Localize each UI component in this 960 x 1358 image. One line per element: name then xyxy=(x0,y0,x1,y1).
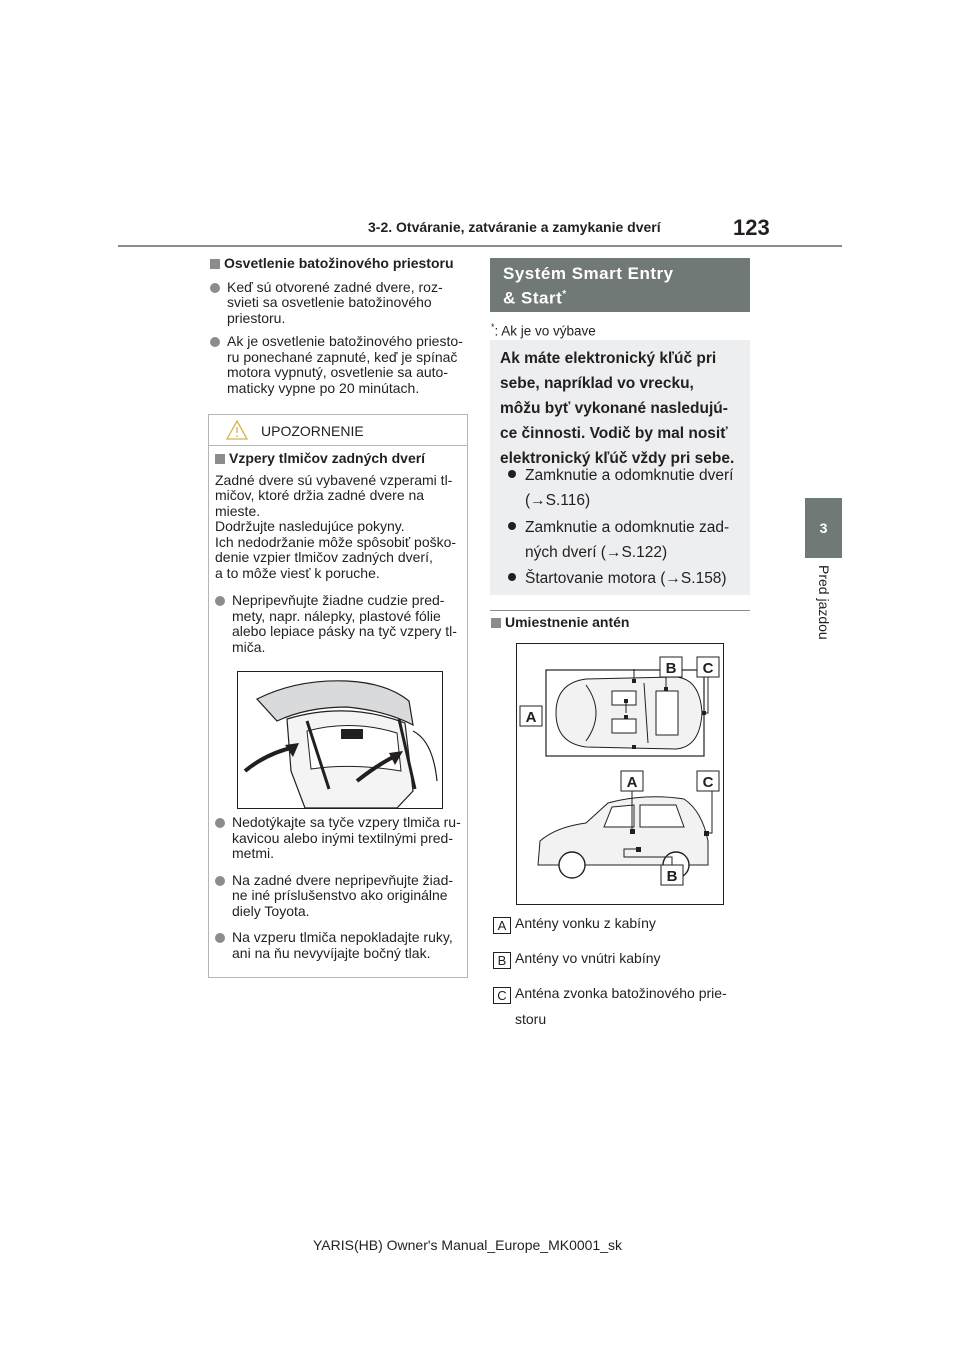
chapter-label-text: Pred jazdou xyxy=(816,565,832,640)
legend-item-c: C Anténa zvonka batožinového prie- xyxy=(493,985,727,1004)
legend-item-b: B Antény vo vnútri kabíny xyxy=(493,950,661,969)
warning-box xyxy=(208,414,468,978)
warning-body-2 xyxy=(215,815,467,961)
warning-body xyxy=(215,451,465,655)
footnote: *: Ak je vo výbave xyxy=(491,322,596,339)
svg-text:B: B xyxy=(665,660,677,677)
svg-text:C: C xyxy=(702,660,714,677)
square-icon xyxy=(215,454,225,464)
svg-text:A: A xyxy=(525,709,537,726)
warning-subheading: Vzpery tlmičov zadných dverí xyxy=(215,451,465,467)
svg-text:A: A xyxy=(626,774,638,791)
square-icon xyxy=(491,618,501,628)
bullet-icon xyxy=(215,596,225,606)
left-column xyxy=(210,256,472,396)
list-item: Ak je osvetlenie batožinového priesto- ru ponechané zapnuté, keď je spínač motora vypnutý, osvetlenie sa auto- maticky vypne po 20 minútach. xyxy=(210,334,472,396)
page-number: 123 xyxy=(733,215,770,240)
info-text: Ak máte elektronický kľúč pri sebe, napríklad vo vrecku, môžu byť vykonané nasledujú- ce činnosti. Vodič by mal nosiť elektronický kľúč vždy pri sebe. xyxy=(500,350,735,467)
bullet-icon xyxy=(508,470,516,478)
legend-item-c-cont: storu xyxy=(515,1011,547,1027)
warning-text: Zadné dvere sú vybavené vzperami tl- mičov, ktoré držia zadné dvere na mieste. Dodržujte nasledujúce pokyny. Ich nedodržanie môže spôsobiť poško- denie vzpier tlmičov zadných dverí, a to môže viesť k poruche. xyxy=(215,471,457,581)
bullet-icon xyxy=(215,933,225,943)
list-item: Na vzperu tlmiča nepokladajte ruky, ani na ňu nevyvíjajte bočný tlak. xyxy=(215,930,467,961)
tailgate-strut-illustration xyxy=(237,671,443,809)
header-rule xyxy=(118,245,842,247)
list-item: Nedotýkajte sa tyče vzpery tlmiča ru- kavicou alebo inými textilnými pred- metmi. xyxy=(215,815,467,862)
footer: YARIS(HB) Owner's Manual_Europe_MK0001_sk xyxy=(313,1237,622,1253)
heading-antennas: Umiestnenie antén xyxy=(491,615,629,631)
antenna-location-diagram xyxy=(516,643,724,905)
chapter-tab: 3 xyxy=(805,498,842,558)
list-item: Nepripevňujte žiadne cudzie pred- mety, napr. nálepky, plastové fólie alebo lepiace pásky na tyč vzpery tl- miča. xyxy=(215,593,465,655)
list-item: Na zadné dvere nepripevňujte žiad- ne iné príslušenstvo ako originálne diely Toyota. xyxy=(215,873,467,920)
list-item: Zamknutie a odomknutie dverí (→S.116) xyxy=(508,463,734,513)
list-item: Štartovanie motora (→S.158) xyxy=(508,566,727,591)
info-box xyxy=(490,340,750,595)
legend-item-a: A Antény vonku z kabíny xyxy=(493,915,656,934)
svg-text:B: B xyxy=(666,868,678,885)
chapter-label xyxy=(784,565,864,645)
svg-text:C: C xyxy=(702,774,714,791)
square-icon xyxy=(210,259,220,269)
smart-title-line2: & Start* xyxy=(503,288,567,308)
bullet-icon xyxy=(215,818,225,828)
bullet-icon xyxy=(508,573,516,581)
divider xyxy=(490,610,750,611)
smart-title-line1: Systém Smart Entry xyxy=(503,264,674,283)
bullet-icon xyxy=(215,876,225,886)
bullet-icon xyxy=(210,337,220,347)
heading-lighting: Osvetlenie batožinového priestoru xyxy=(210,256,472,272)
bullet-icon xyxy=(210,283,220,293)
warning-header xyxy=(209,415,467,446)
section-header: 3-2. Otváranie, zatváranie a zamykanie dverí xyxy=(368,219,661,235)
bullet-icon xyxy=(508,522,516,530)
warning-triangle-icon xyxy=(226,420,248,440)
list-item: Keď sú otvorené zadné dvere, roz- svieti sa osvetlenie batožinového priestoru. xyxy=(210,280,472,327)
warning-title: UPOZORNENIE xyxy=(261,423,364,439)
smart-entry-heading xyxy=(490,258,750,312)
list-item: Zamknutie a odomknutie zad- ných dverí (→S.122) xyxy=(508,515,729,565)
